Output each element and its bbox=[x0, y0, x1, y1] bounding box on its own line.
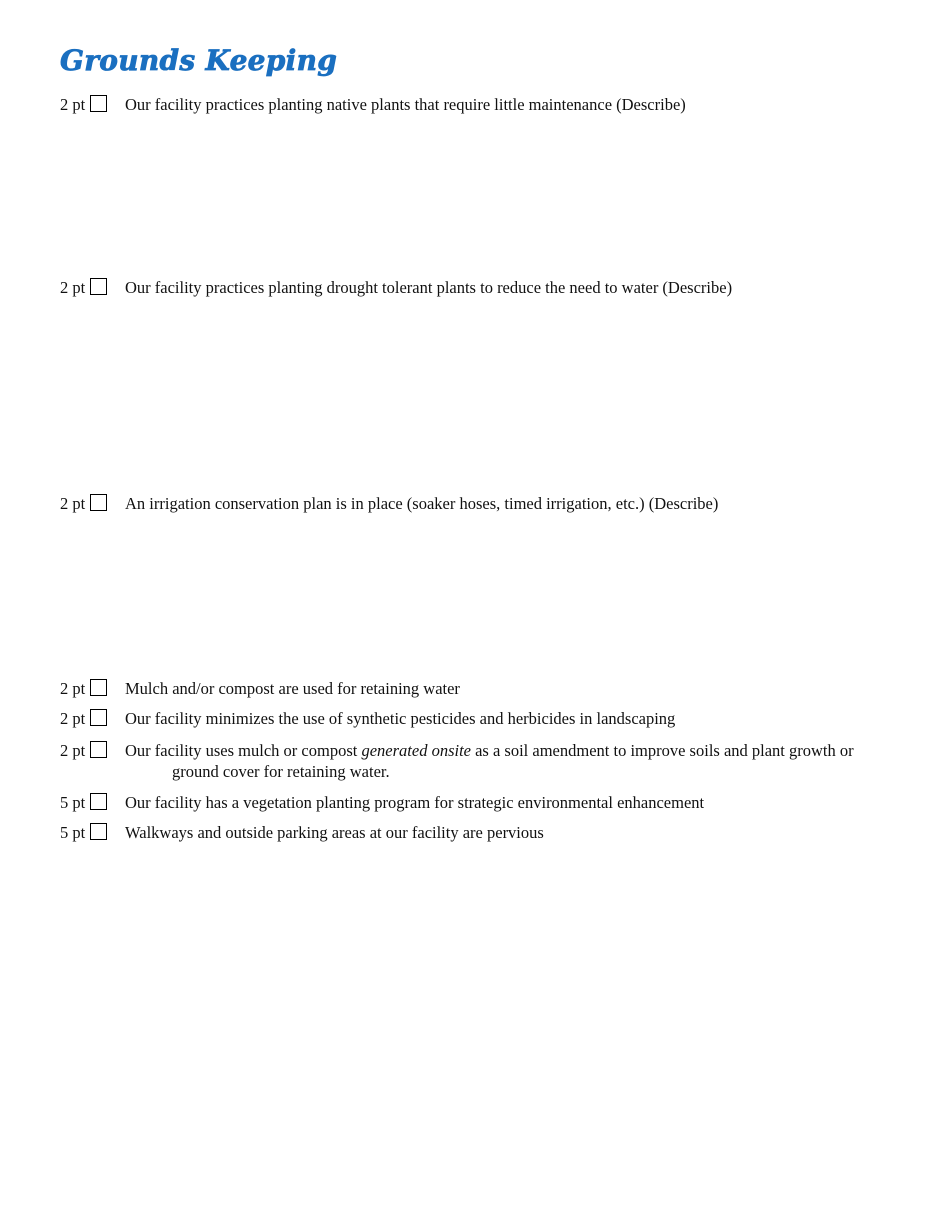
checkbox[interactable] bbox=[90, 709, 107, 726]
points-label: 2 pt bbox=[60, 494, 86, 513]
points-label: 5 pt bbox=[60, 793, 86, 812]
checklist-item-pesticides bbox=[60, 708, 910, 729]
points-label: 2 pt bbox=[60, 709, 86, 728]
checklist-item-vegetation-program bbox=[60, 792, 910, 813]
checkbox[interactable] bbox=[90, 278, 107, 295]
checkbox[interactable] bbox=[90, 793, 107, 810]
item-text: An irrigation conservation plan is in place (soaker hoses, timed irrigation, etc.) (Describe) bbox=[125, 494, 719, 513]
checklist-item-irrigation-plan bbox=[60, 493, 910, 514]
item-text-continuation: ground cover for retaining water. bbox=[172, 762, 390, 781]
checkbox[interactable] bbox=[90, 494, 107, 511]
checkbox[interactable] bbox=[90, 823, 107, 840]
checklist-item-pervious-surfaces bbox=[60, 822, 910, 843]
checkbox[interactable] bbox=[90, 741, 107, 758]
points-label: 2 pt bbox=[60, 679, 86, 698]
item-text-start: Our facility uses mulch or compost bbox=[125, 741, 362, 760]
points-label: 2 pt bbox=[60, 741, 86, 760]
checklist-item-onsite-compost bbox=[60, 740, 910, 782]
checklist-item-drought-tolerant bbox=[60, 277, 910, 298]
checkbox[interactable] bbox=[90, 95, 107, 112]
item-text: Mulch and/or compost are used for retaining water bbox=[125, 679, 460, 698]
item-text-emphasis: generated onsite bbox=[361, 741, 471, 760]
item-text-end: as a soil amendment to improve soils and plant growth or bbox=[470, 741, 854, 760]
item-text: Our facility minimizes the use of synthetic pesticides and herbicides in landscaping bbox=[125, 709, 676, 728]
points-label: 5 pt bbox=[60, 823, 86, 842]
item-text: Our facility practices planting native plants that require little maintenance (Describe) bbox=[125, 95, 686, 114]
checkbox[interactable] bbox=[90, 679, 107, 696]
checklist-item-native-plants bbox=[60, 94, 910, 115]
points-label: 2 pt bbox=[60, 95, 86, 114]
checklist-item-mulch-compost bbox=[60, 678, 910, 699]
section-title: Grounds Keeping bbox=[60, 44, 338, 77]
item-text bbox=[125, 740, 910, 782]
points-label: 2 pt bbox=[60, 278, 86, 297]
item-text: Our facility practices planting drought tolerant plants to reduce the need to water (Describe) bbox=[125, 278, 733, 297]
item-text: Walkways and outside parking areas at our facility are pervious bbox=[125, 823, 544, 842]
item-text: Our facility has a vegetation planting program for strategic environmental enhancement bbox=[125, 793, 705, 812]
